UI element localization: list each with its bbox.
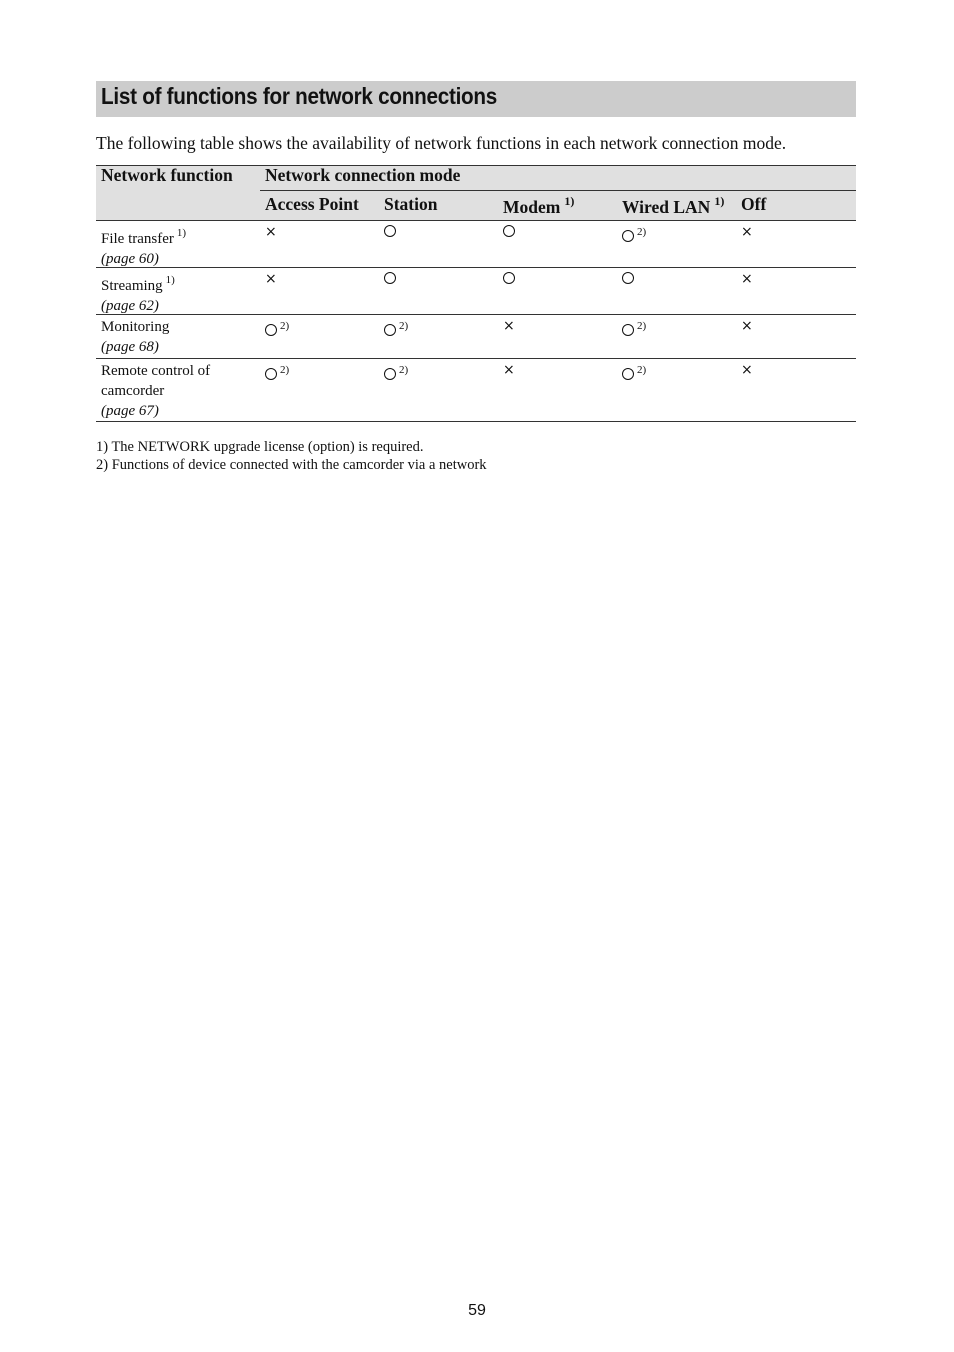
availability-cell <box>265 361 289 384</box>
available-circle-icon <box>503 272 515 284</box>
availability-footnote-ref: 2) <box>280 320 290 332</box>
availability-cell <box>622 223 646 246</box>
page-reference: (page 60) <box>101 251 159 267</box>
header-mode-footnote-ref: 1) <box>714 194 725 208</box>
row-rule <box>96 267 856 268</box>
available-circle-icon <box>622 272 634 284</box>
availability-footnote-ref: 2) <box>399 364 409 376</box>
header-mode-0 <box>265 194 359 215</box>
function-name: Remote control of <box>101 363 211 379</box>
intro-paragraph: The following table shows the availability of network functions in each network connection mode. <box>96 133 787 153</box>
page-number: 59 <box>468 1302 486 1319</box>
page-reference: (page 68) <box>101 339 159 355</box>
availability-cell <box>622 361 646 384</box>
unavailable-cross-icon: × <box>741 271 753 287</box>
row-rule <box>96 314 856 315</box>
function-name: camcorder <box>101 383 165 399</box>
header-mode-2 <box>503 194 574 218</box>
available-circle-icon <box>384 272 396 284</box>
function-footnote-ref: 1) <box>165 274 175 286</box>
unavailable-cross-icon: × <box>503 362 515 378</box>
header-mode-label: Off <box>741 194 767 214</box>
header-network-connection-mode: Network connection mode <box>265 165 461 185</box>
available-circle-icon <box>503 225 515 237</box>
header-mode-label: Station <box>384 194 438 214</box>
availability-cell <box>384 270 396 288</box>
availability-cell <box>265 223 277 241</box>
footnotes <box>96 438 487 474</box>
availability-cell <box>741 270 753 288</box>
function-name-cell <box>101 317 169 357</box>
available-circle-icon <box>622 230 634 242</box>
unavailable-cross-icon: × <box>741 362 753 378</box>
availability-cell <box>384 223 396 241</box>
availability-cell <box>741 223 753 241</box>
function-footnote-ref: 1) <box>176 227 187 239</box>
unavailable-cross-icon: × <box>503 318 515 334</box>
header-bottom-rule <box>96 220 856 221</box>
availability-cell <box>384 317 408 340</box>
page-reference: (page 67) <box>101 403 159 419</box>
availability-footnote-ref: 2) <box>637 364 647 376</box>
availability-cell <box>265 317 289 340</box>
header-mode-3 <box>622 194 724 218</box>
header-mode-1 <box>384 194 437 215</box>
availability-footnote-ref: 2) <box>637 320 647 332</box>
header-mode-4 <box>741 194 766 215</box>
unavailable-cross-icon: × <box>265 224 277 240</box>
header-mode-footnote-ref: 1) <box>564 194 575 208</box>
section-title-bar <box>96 81 856 117</box>
function-name: File transfer <box>101 231 174 247</box>
available-circle-icon <box>265 368 277 380</box>
page-reference: (page 62) <box>101 298 159 314</box>
footnote-2: 2) Functions of device connected with the camcorder via a network <box>96 457 487 473</box>
header-mode-label: Access Point <box>265 194 359 214</box>
row-rule <box>96 358 856 359</box>
availability-cell <box>622 317 646 340</box>
section-title: List of functions for network connections <box>101 83 498 109</box>
availability-cell <box>622 270 634 288</box>
available-circle-icon <box>384 324 396 336</box>
footnote-1: 1) The NETWORK upgrade license (option) is required. <box>96 439 424 455</box>
function-name: Streaming <box>101 278 163 294</box>
unavailable-cross-icon: × <box>741 224 753 240</box>
availability-cell <box>503 317 515 335</box>
header-sub-rule <box>260 190 856 191</box>
available-circle-icon <box>384 368 396 380</box>
availability-cell <box>503 361 515 379</box>
availability-cell <box>384 361 408 384</box>
header-network-function: Network function <box>101 165 233 185</box>
available-circle-icon <box>265 324 277 336</box>
function-name: Monitoring <box>101 319 170 335</box>
availability-cell <box>265 270 277 288</box>
availability-cell <box>503 223 515 241</box>
availability-footnote-ref: 2) <box>280 364 290 376</box>
available-circle-icon <box>622 324 634 336</box>
function-name-cell <box>101 270 175 316</box>
row-rule <box>96 421 856 422</box>
header-mode-label: Modem <box>503 197 561 217</box>
availability-footnote-ref: 2) <box>399 320 409 332</box>
availability-footnote-ref: 2) <box>637 226 647 238</box>
availability-cell <box>741 361 753 379</box>
unavailable-cross-icon: × <box>265 271 277 287</box>
available-circle-icon <box>622 368 634 380</box>
header-mode-label: Wired LAN <box>622 197 711 217</box>
function-name-cell <box>101 223 186 269</box>
availability-cell <box>503 270 515 288</box>
availability-cell <box>741 317 753 335</box>
available-circle-icon <box>384 225 396 237</box>
unavailable-cross-icon: × <box>741 318 753 334</box>
function-name-cell <box>101 361 210 421</box>
